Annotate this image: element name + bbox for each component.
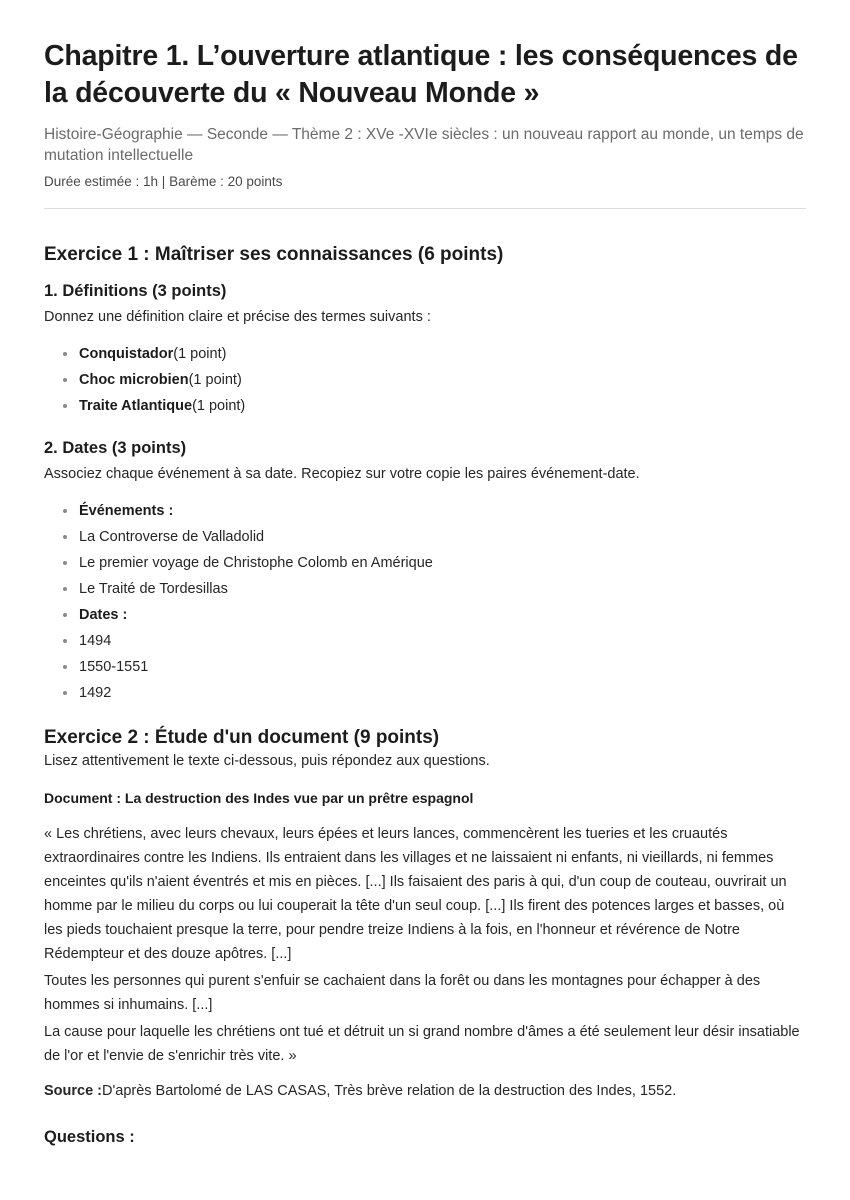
exercise-1 [44, 243, 806, 706]
exam-meta: Durée estimée : 1h | Barème : 20 points [44, 174, 283, 189]
definitions-instruction: Donnez une définition claire et précise des termes suivants : [44, 309, 431, 325]
term-points: (1 point) [188, 372, 242, 388]
definitions-section [44, 280, 806, 419]
term: Conquistador [79, 346, 174, 362]
dates-section [44, 437, 806, 706]
document-quote [44, 822, 806, 1068]
source-text: D'après Bartolomé de LAS CASAS, Très brève relation de la destruction des Indes, 1552. [102, 1083, 677, 1099]
term: Choc microbien [79, 372, 189, 388]
exercise-2-instruction: Lisez attentivement le texte ci-dessous, puis répondez aux questions. [44, 753, 490, 769]
list-item [79, 393, 806, 419]
definitions-list [44, 341, 806, 419]
list-item: 1550-1551 [79, 654, 806, 680]
list-item [79, 498, 806, 524]
page-subtitle: Histoire-Géographie — Seconde — Thème 2 : XVe -XVIe siècles : un nouveau rapport au monde, un temps de mutation intellectuelle [44, 126, 804, 164]
dates-title: 2. Dates (3 points) [44, 439, 187, 457]
page-title: Chapitre 1. L’ouverture atlantique : les conséquences de la découverte du « Nouveau Monde » [44, 40, 798, 109]
definitions-title: 1. Définitions (3 points) [44, 282, 227, 300]
quote-paragraph: La cause pour laquelle les chrétiens ont tué et détruit un si grand nombre d'âmes a été seulement leur désir insatiable de l'or et l'envie de s'enrichir très vite. » [44, 1024, 800, 1064]
document-header [44, 38, 806, 209]
dates-list [44, 498, 806, 706]
term-points: (1 point) [173, 346, 227, 362]
exercise-2 [44, 726, 806, 1148]
document-source [44, 1080, 806, 1102]
quote-paragraph: « Les chrétiens, avec leurs chevaux, leurs épées et leurs lances, commencèrent les tueries et les cruautés extraordinaires contre les Indiens. Ils entraient dans les villages et ne laissaient ni enfants, ni vieillards, ni femmes enceintes qu'ils n'aient éventrés et mis en pièces. [...] Ils faisaient des paris à qui, d'un coup de couteau, ouvrirait un homme par le milieu du corps ou lui couperait la tête d'un seul coup. [...] Ils firent des potences larges et basses, où les pieds touchaient presque la terre, pour pendre treize Indiens à la fois, en l'honneur et révérence de Notre Rédempteur et des douze apôtres. [...] [44, 826, 787, 962]
exercise-1-title: Exercice 1 : Maîtriser ses connaissances (6 points) [44, 244, 504, 265]
questions-title: Questions : [44, 1128, 135, 1146]
list-item: 1494 [79, 628, 806, 654]
list-item [79, 367, 806, 393]
term-points: (1 point) [192, 398, 246, 414]
term: Traite Atlantique [79, 398, 193, 414]
list-item: La Controverse de Valladolid [79, 524, 806, 550]
list-item [79, 341, 806, 367]
document-title: Document : La destruction des Indes vue par un prêtre espagnol [44, 790, 474, 806]
dates-label: Dates : [79, 607, 128, 623]
events-label: Événements : [79, 503, 174, 519]
source-label: Source : [44, 1083, 103, 1099]
list-item: 1492 [79, 680, 806, 706]
list-item: Le premier voyage de Christophe Colomb en Amérique [79, 550, 806, 576]
header-divider [44, 208, 806, 209]
exercise-2-title: Exercice 2 : Étude d'un document (9 points) [44, 727, 440, 748]
list-item [79, 602, 806, 628]
dates-instruction: Associez chaque événement à sa date. Recopiez sur votre copie les paires événement-date. [44, 466, 640, 482]
quote-paragraph: Toutes les personnes qui purent s'enfuir se cachaient dans la forêt ou dans les montagnes pour échapper à des hommes si inhumains. [...] [44, 973, 761, 1013]
list-item: Le Traité de Tordesillas [79, 576, 806, 602]
